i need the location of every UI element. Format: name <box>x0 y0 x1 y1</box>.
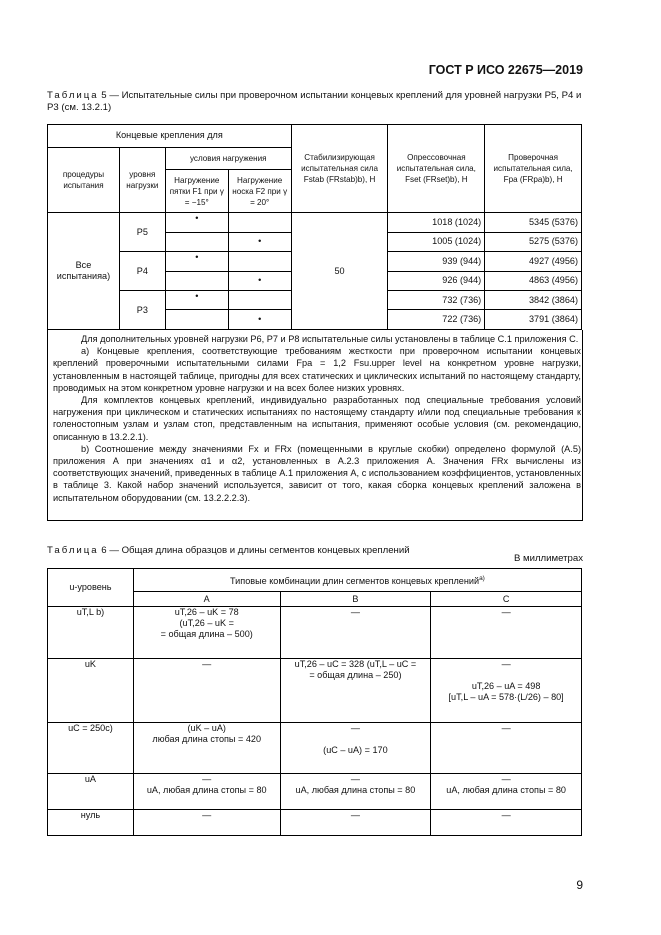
page-number: 9 <box>576 878 583 892</box>
level-cell: uA <box>48 774 134 810</box>
table6-caption-number: 6 <box>101 545 107 556</box>
col-conditions-header: условия нагружения <box>165 147 291 170</box>
c-cell: — uT,26 – uA = 498 [uT,L – uA = 578·(L/26) – 80] <box>431 658 582 722</box>
col-proof-header: Проверочная испытательная сила, Fpa (FRpa)b), Н <box>485 125 582 213</box>
table5-caption-label: Таблица <box>47 90 99 101</box>
set-cell: 939 (944) <box>388 252 485 271</box>
col-heel-header: Нагружение пятки F1 при γ = −15° <box>165 170 228 213</box>
proof-cell: 3791 (3864) <box>485 310 582 330</box>
proof-cell: 5275 (5376) <box>485 232 582 251</box>
document-id: ГОСТ Р ИСО 22675—2019 <box>428 63 583 77</box>
toe-cell: • <box>228 310 291 330</box>
c-cell: — <box>431 722 582 773</box>
col-set-header: Опрессовочная испытательная сила, Fset (FRset)b), Н <box>388 125 485 213</box>
heel-cell <box>165 232 228 251</box>
heel-cell: • <box>165 291 228 310</box>
note-line: Для дополнительных уровней нагрузки P6, P7 и P8 испытательные силы установлены в таблице С.1 приложения С. <box>81 334 579 344</box>
proof-cell: 4927 (4956) <box>485 252 582 271</box>
proof-cell: 5345 (5376) <box>485 213 582 232</box>
c-cell: — <box>431 607 582 658</box>
c-cell: — <box>431 810 582 836</box>
note-a: a) Концевые крепления, соответствующие требованиям жесткости при проверочном испытании концевых креплений проверочными испытательными силами Fpa = 1,2 Fsu.upper level на конкретном уровне нагрузки, установленным в настоящей таблице, пригодны для всех статических и циклических испытаний по настоящему стандарту, проводимых на этом конкретном уровне нагрузки и на всех более низких уровнях. <box>53 346 581 393</box>
col-a-header: A <box>133 592 280 607</box>
table5-caption-number: 5 <box>101 90 107 101</box>
table6-caption-label: Таблица <box>47 545 99 556</box>
level-cell: нуль <box>48 810 134 836</box>
a-cell: (uK – uA) любая длина стопы = 420 <box>133 722 280 773</box>
table5 <box>47 124 582 330</box>
col-levels-header: уровня нагрузки <box>119 147 165 213</box>
toe-cell <box>228 213 291 232</box>
note-b: b) Соотношение между значениями Fx и FRx (помещенными в круглые скобки) определено формулой (А.5) приложения А при значениях α1 и α2, установленных в А.2.3 приложения А. Значения FRx вычислены из соответствующих значений, приведенных в таблице А.1 приложения А, с использованием коэффициентов, установленных в таблице 3. Какой набор значений используется, зависит от того, какая сборка концевых креплений заложена в испытательном оборудовании (см. 13.2.2.2.3). <box>53 443 581 503</box>
col-level-header: u-уровень <box>48 569 134 607</box>
table5-caption-text: — Испытательные силы при проверочном испытании концевых креплений для уровней нагрузки P5, P4 и P3 (см. 13.2.1) <box>47 90 582 113</box>
b-cell: — uA, любая длина стопы = 80 <box>280 774 431 810</box>
table5-caption <box>47 90 582 114</box>
col-group-note: a) <box>479 575 485 583</box>
c-cell: — uA, любая длина стопы = 80 <box>431 774 582 810</box>
col-b-header: B <box>280 592 431 607</box>
toe-cell <box>228 291 291 310</box>
col-group-main: Концевые крепления для <box>48 125 292 148</box>
table6-caption <box>47 545 410 557</box>
level-cell: uT,L b) <box>48 607 134 658</box>
set-cell: 722 (736) <box>388 310 485 330</box>
set-cell: 1005 (1024) <box>388 232 485 251</box>
stab-cell: 50 <box>291 213 388 330</box>
col-procedures-header: процедуры испытания <box>48 147 120 213</box>
heel-cell: • <box>165 252 228 271</box>
proof-cell: 3842 (3864) <box>485 291 582 310</box>
col-stab-header: Стабилизирующая испытательная сила Fstab (FRstab)b), Н <box>291 125 388 213</box>
col-group-text: Типовые комбинации длин сегментов концевых креплений <box>230 576 480 587</box>
procedure-cell: Все испытанияa) <box>48 213 120 330</box>
a-cell: — <box>133 810 280 836</box>
set-cell: 1018 (1024) <box>388 213 485 232</box>
table6-caption-text: — Общая длина образцов и длины сегментов концевых креплений <box>109 545 410 556</box>
toe-cell: • <box>228 271 291 290</box>
b-cell: — <box>280 810 431 836</box>
heel-cell <box>165 310 228 330</box>
proof-cell: 4863 (4956) <box>485 271 582 290</box>
b-cell: uT,26 – uC = 328 (uT,L – uC = = общая длина – 250) <box>280 658 431 722</box>
col-c-header: C <box>431 592 582 607</box>
table6 <box>47 568 582 836</box>
toe-cell <box>228 252 291 271</box>
level-cell: P4 <box>119 252 165 291</box>
units-label: В миллиметрах <box>513 553 583 564</box>
set-cell: 926 (944) <box>388 271 485 290</box>
a-cell: — <box>133 658 280 722</box>
col-group-header <box>133 569 581 592</box>
set-cell: 732 (736) <box>388 291 485 310</box>
table5-notes <box>53 333 581 504</box>
level-cell: P3 <box>119 291 165 330</box>
toe-cell: • <box>228 232 291 251</box>
heel-cell <box>165 271 228 290</box>
b-cell: — <box>280 607 431 658</box>
level-cell: uC = 250c) <box>48 722 134 773</box>
col-toe-header: Нагружение носка F2 при γ = 20° <box>228 170 291 213</box>
level-cell: P5 <box>119 213 165 252</box>
note-line: Для комплектов концевых креплений, индивидуально разработанных под специальные требования условий нагружения при циклическом и статических испытаниях по настоящему стандарту и/или под специальные требования к голеностопным узлам и узлам стоп, представленным на испытания, применяют особые условия (см. рекомендацию, описанную в 13.2.2.1). <box>53 395 581 442</box>
heel-cell: • <box>165 213 228 232</box>
b-cell: — (uC – uA) = 170 <box>280 722 431 773</box>
a-cell: — uA, любая длина стопы = 80 <box>133 774 280 810</box>
level-cell: uK <box>48 658 134 722</box>
a-cell: uT,26 – uK = 78 (uT,26 – uK = = общая длина – 500) <box>133 607 280 658</box>
